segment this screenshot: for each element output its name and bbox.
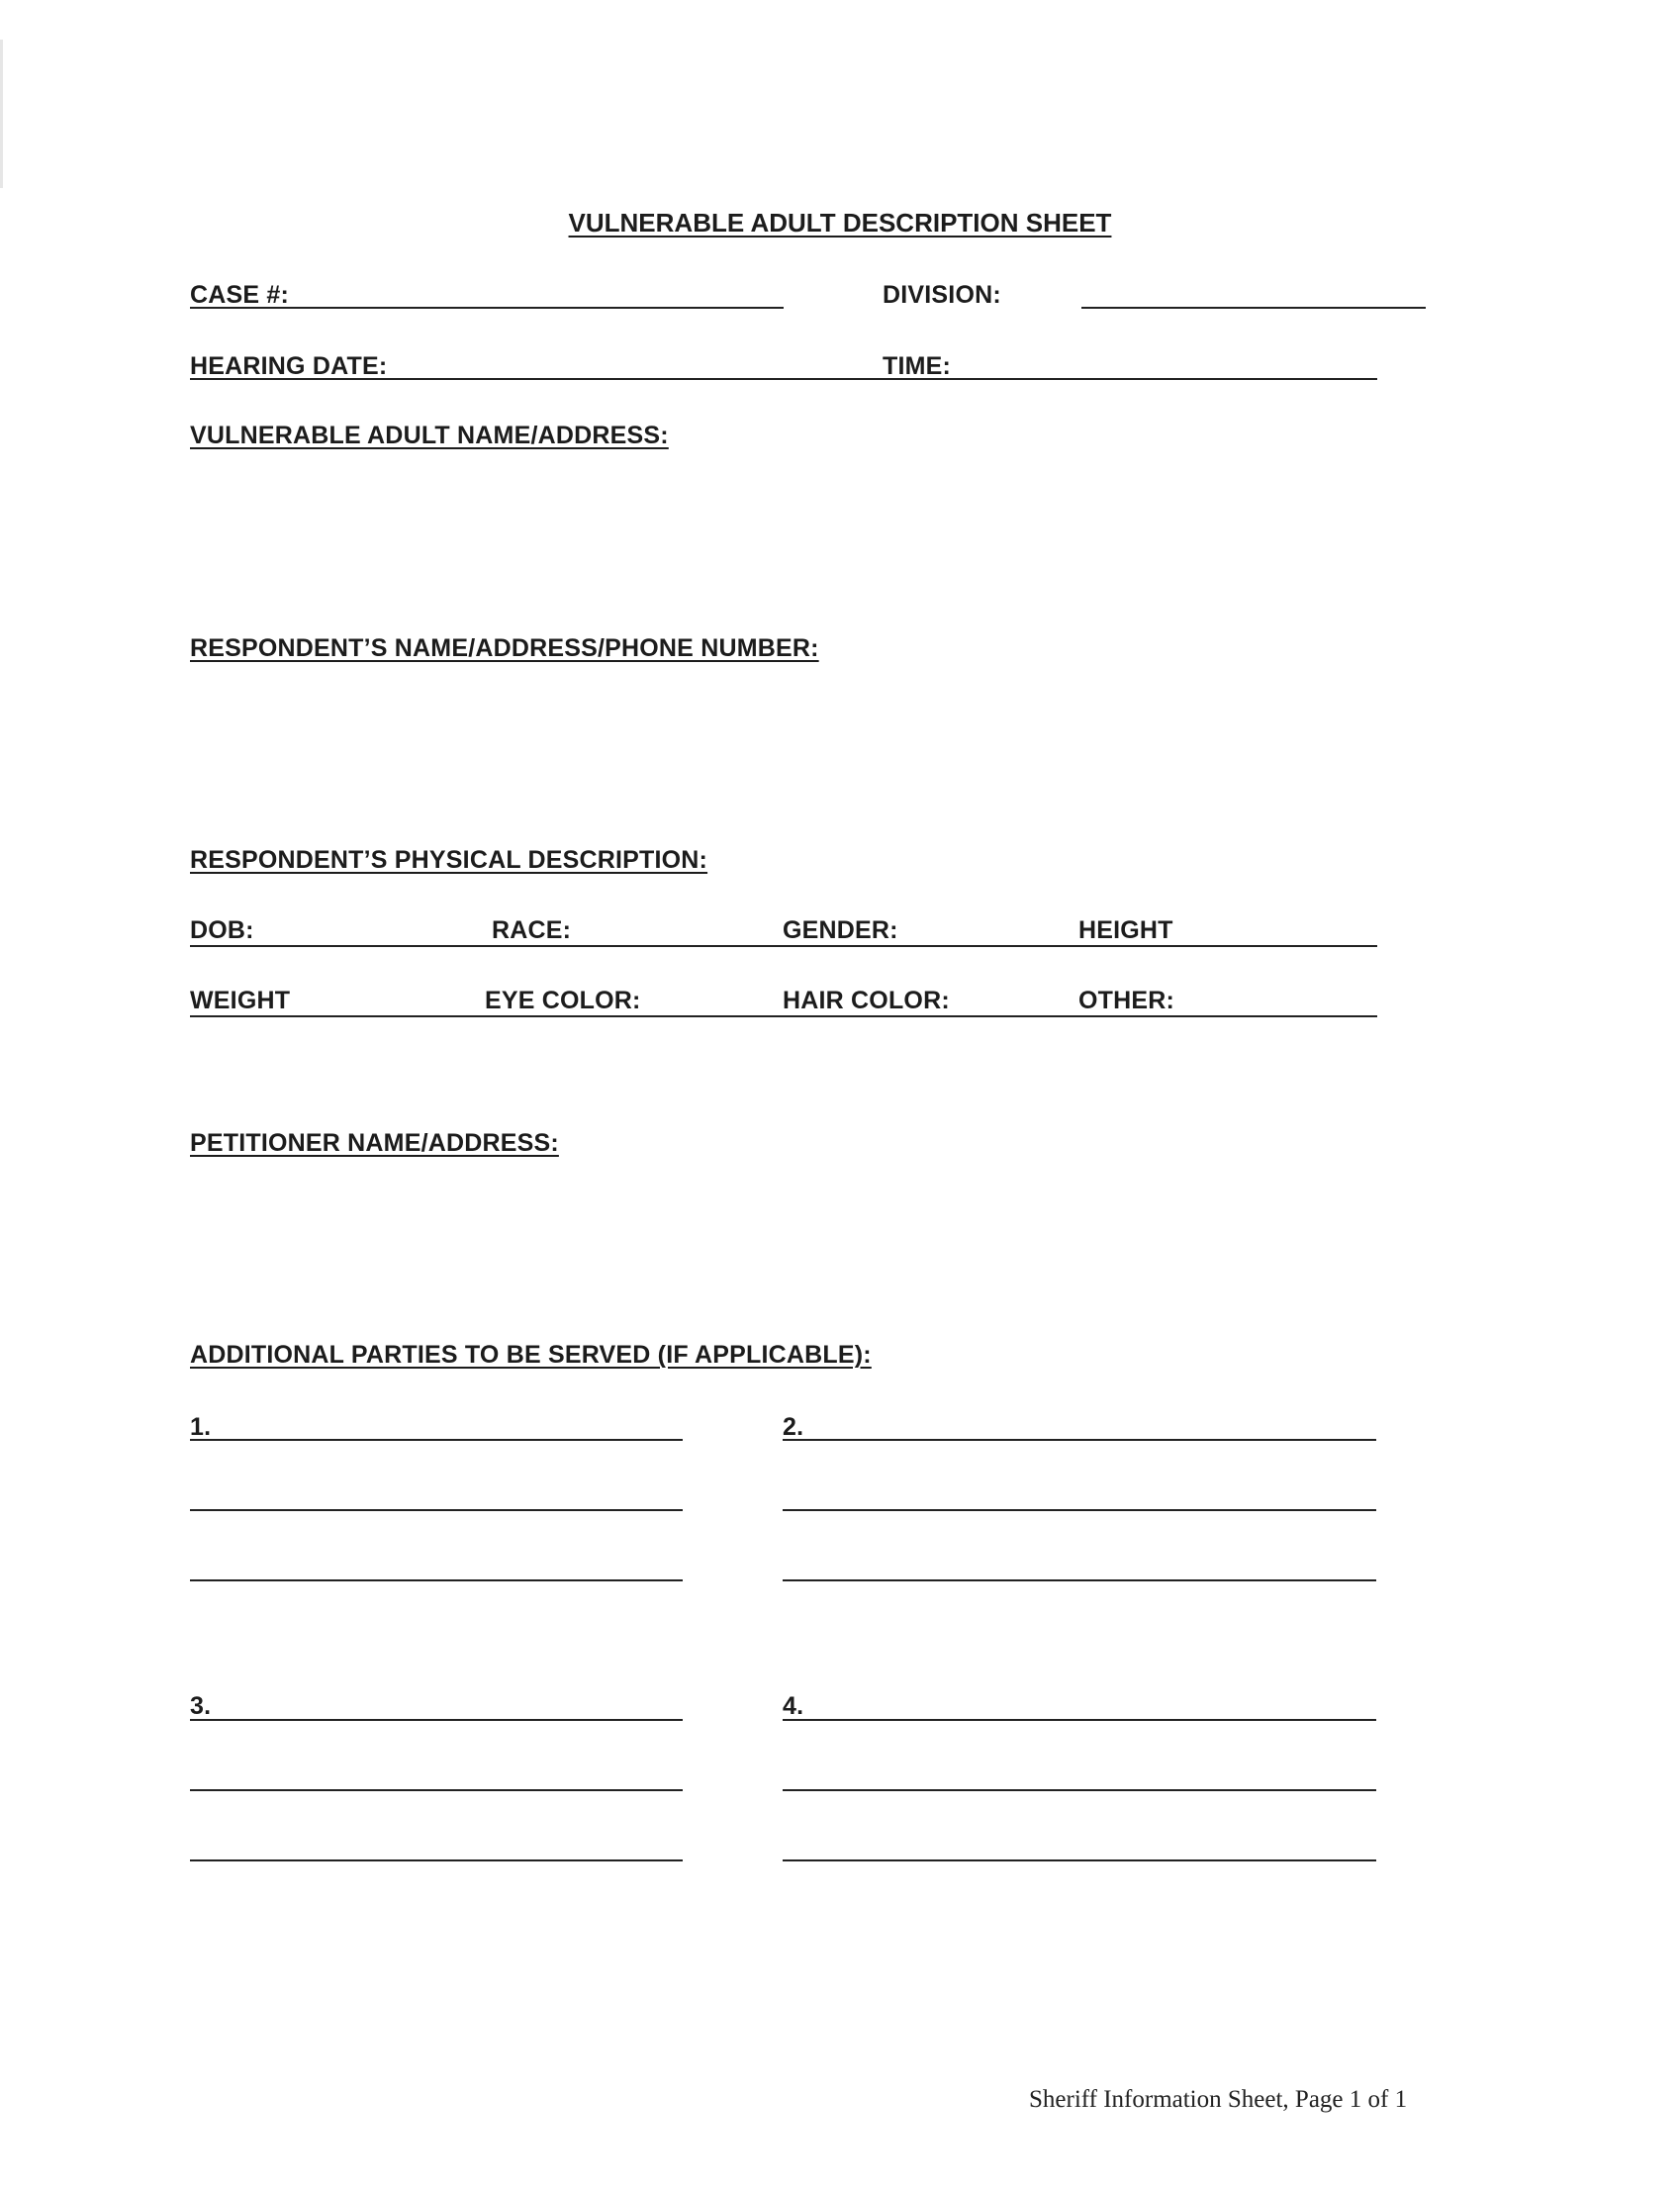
party-1-number: 1. [190, 1413, 212, 1441]
page-footer: Sheriff Information Sheet, Page 1 of 1 [1029, 2086, 1408, 2113]
gender-label: GENDER: [783, 916, 898, 944]
party-1-line-2[interactable] [190, 1509, 683, 1511]
case-number-label: CASE #: [190, 281, 290, 309]
party-3-line-1[interactable] [190, 1719, 683, 1721]
hearing-date-field[interactable] [190, 378, 883, 380]
party-3-line-2[interactable] [190, 1789, 683, 1791]
respondent-name-heading: RESPONDENT’S NAME/ADDRESS/PHONE NUMBER: [190, 634, 819, 662]
time-field[interactable] [883, 378, 1377, 380]
additional-parties-heading: ADDITIONAL PARTIES TO BE SERVED (IF APPLICABLE): [190, 1341, 872, 1369]
race-label: RACE: [492, 916, 572, 944]
dob-label: DOB: [190, 916, 254, 944]
hair-color-label: HAIR COLOR: [783, 987, 950, 1014]
division-field[interactable] [1081, 307, 1426, 309]
time-label: TIME: [883, 352, 952, 380]
party-2-line-2[interactable] [783, 1509, 1376, 1511]
party-4-line-3[interactable] [783, 1859, 1376, 1861]
party-4-line-2[interactable] [783, 1789, 1376, 1791]
party-2-number: 2. [783, 1413, 804, 1441]
other-label: OTHER: [1078, 987, 1175, 1014]
hearing-date-label: HEARING DATE: [190, 352, 388, 380]
party-1-line-1[interactable] [190, 1439, 683, 1441]
vulnerable-adult-heading: VULNERABLE ADULT NAME/ADDRESS: [190, 422, 669, 449]
height-label: HEIGHT [1078, 916, 1173, 944]
weight-label: WEIGHT [190, 987, 291, 1014]
party-3-number: 3. [190, 1692, 212, 1720]
physical-row-2-field[interactable] [190, 1015, 1377, 1017]
division-label: DIVISION: [883, 281, 1001, 309]
case-number-field[interactable] [190, 307, 784, 309]
party-2-line-1[interactable] [783, 1439, 1376, 1441]
party-4-number: 4. [783, 1692, 804, 1720]
form-title: VULNERABLE ADULT DESCRIPTION SHEET [568, 208, 1112, 238]
party-1-line-3[interactable] [190, 1579, 683, 1581]
physical-row-1-field[interactable] [190, 945, 1377, 947]
party-3-line-3[interactable] [190, 1859, 683, 1861]
scan-edge [0, 40, 3, 188]
party-2-line-3[interactable] [783, 1579, 1376, 1581]
respondent-physical-heading: RESPONDENT’S PHYSICAL DESCRIPTION: [190, 846, 708, 874]
petitioner-heading: PETITIONER NAME/ADDRESS: [190, 1129, 559, 1157]
party-4-line-1[interactable] [783, 1719, 1376, 1721]
eye-color-label: EYE COLOR: [485, 987, 641, 1014]
